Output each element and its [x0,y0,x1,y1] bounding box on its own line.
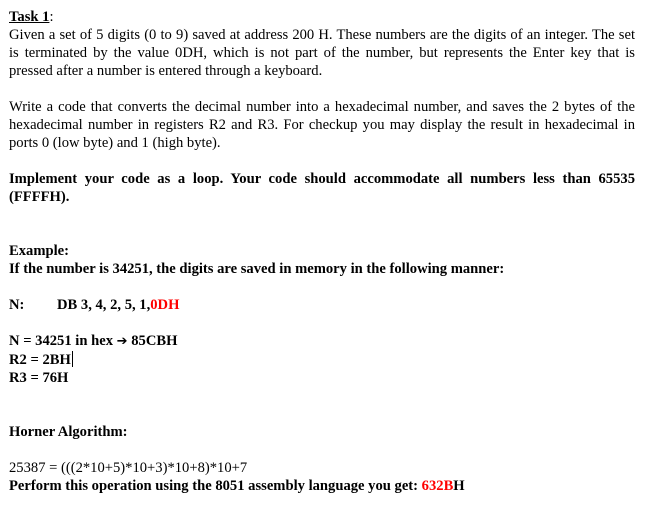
hex-conversion-line [9,332,635,351]
horner-conclusion: Perform this operation using the 8051 assembly language you get: [9,478,422,494]
task-title: Task 1 [9,9,50,25]
db-values: DB 3, 4, 2, 5, 1, [57,297,151,313]
task-title-line [9,8,635,26]
r3-line: R3 = 76H [9,370,69,386]
db-terminator: 0DH [150,297,180,313]
example-intro: If the number is 34251, the digits are saved in memory in the following manner: [9,261,505,277]
text-cursor [72,351,73,367]
r2-value: R2 = 2BH [9,352,71,368]
n-in-hex: N = 34251 in hex [9,333,113,349]
r2-line [9,351,635,369]
horner-conclusion-line [9,477,635,495]
task-description: Given a set of 5 digits (0 to 9) saved at address 200 H. These numbers are the digits of an integer. The set is terminated by the value 0DH, which is not part of the number, but represents the Enter key that is pressed after a number is entered through a keyboard. [9,27,635,79]
horner-heading: Horner Algorithm: [9,424,128,440]
right-arrow-icon: ➔ [116,334,128,349]
document-body [9,8,635,495]
task-title-colon: : [49,9,54,25]
horner-result-suffix: H [453,478,465,494]
n-hex-value: 85CBH [131,333,178,349]
horner-formula: 25387 = (((2*10+5)*10+3)*10+8)*10+7 [9,460,248,476]
example-heading: Example: [9,243,69,259]
db-line [9,296,635,314]
task-requirement: Implement your code as a loop. Your code should accommodate all numbers less than 65535 (FFFFH). [9,171,635,205]
horner-result-red: 632B [421,478,454,494]
task-instructions: Write a code that converts the decimal number into a hexadecimal number, and saves the 2 bytes of the hexadecimal number in registers R2 and R3. For checkup you may display the result in hexadecimal in ports 0 (low byte) and 1 (high byte). [9,99,635,151]
n-label: N: [9,297,25,313]
